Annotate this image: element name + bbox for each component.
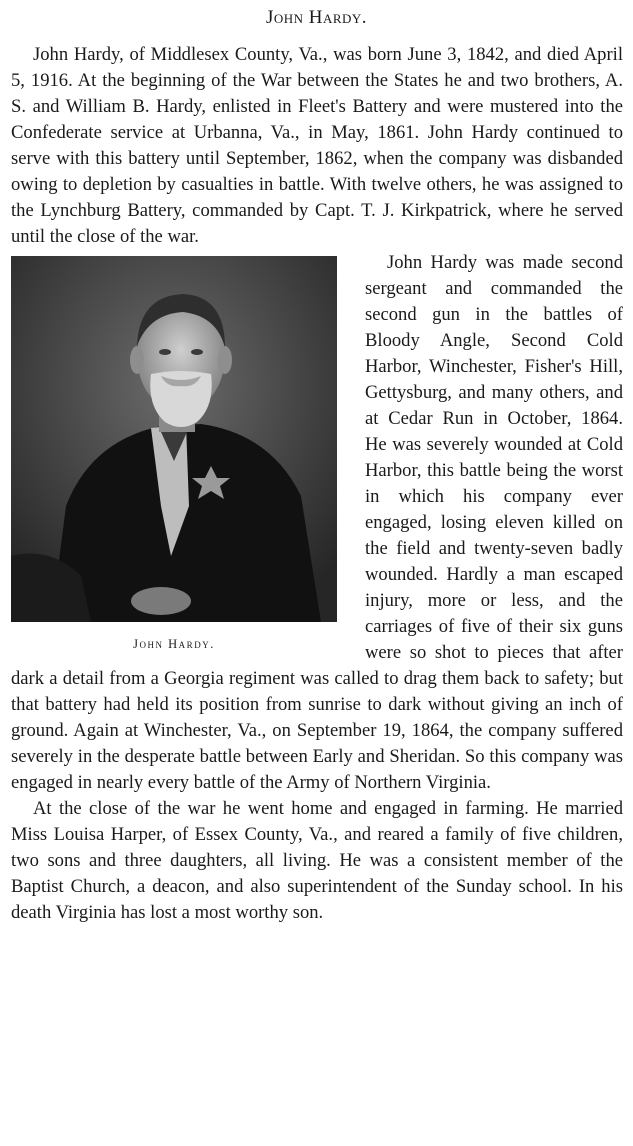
portrait-illustration bbox=[11, 256, 337, 622]
portrait-figure bbox=[11, 256, 353, 652]
article-paragraph-2: John Hardy was made second sergeant and commanded the second gun in the battles of Bloody Angle, Second Cold Harbor, Winchester, Fisher's Hill, Gettysburg, and many others, and at Cedar Run in October, 1864. He was severely wounded at Cold Harbor, this battle being the worst in which his company ever engaged, losing eleven killed on the field and twenty-seven badly wounded. Hardly a man escaped injury, more or less, and the carriages of five of their six guns were so shot to pieces that after dark a detail from a Georgia regiment was called to drag them back to safety; but that battery had held its position from sunrise to dark without giving an inch of ground. Again at Winchester, Va., on September 19, 1864, the company suffered severely in the desperate battle between Early and Sheridan. So this company was engaged in nearly every battle of the Army of Northern Virginia. bbox=[11, 252, 623, 793]
article-paragraph-1: John Hardy, of Middlesex County, Va., was born June 3, 1842, and died April 5, 1916. At the beginning of the War between the States he and two brothers, A. S. and William B. Hardy, enlisted in Fleet's Battery and were mustered into the Confederate service at Urbanna, Va., in May, 1861. John Hardy continued to serve with this battery until September, 1862, when the company was disbanded owing to depletion by casualties in battle. With twelve others, he was assigned to the Lynchburg Battery, commanded by Capt. T. J. Kirkpatrick, where he served until the close of the war. bbox=[11, 44, 623, 247]
portrait-photo bbox=[11, 256, 337, 622]
article-body bbox=[11, 42, 623, 926]
article-title: John Hardy. bbox=[265, 7, 368, 28]
portrait-caption: John Hardy. bbox=[133, 637, 215, 651]
article-paragraph-3: At the close of the war he went home and engaged in farming. He married Miss Louisa Harper, of Essex County, Va., and reared a family of five children, two sons and three daughters, all living. He was a consistent member of the Baptist Church, a deacon, and also superintendent of the Sunday school. In his death Virginia has lost a most worthy son. bbox=[11, 798, 623, 923]
